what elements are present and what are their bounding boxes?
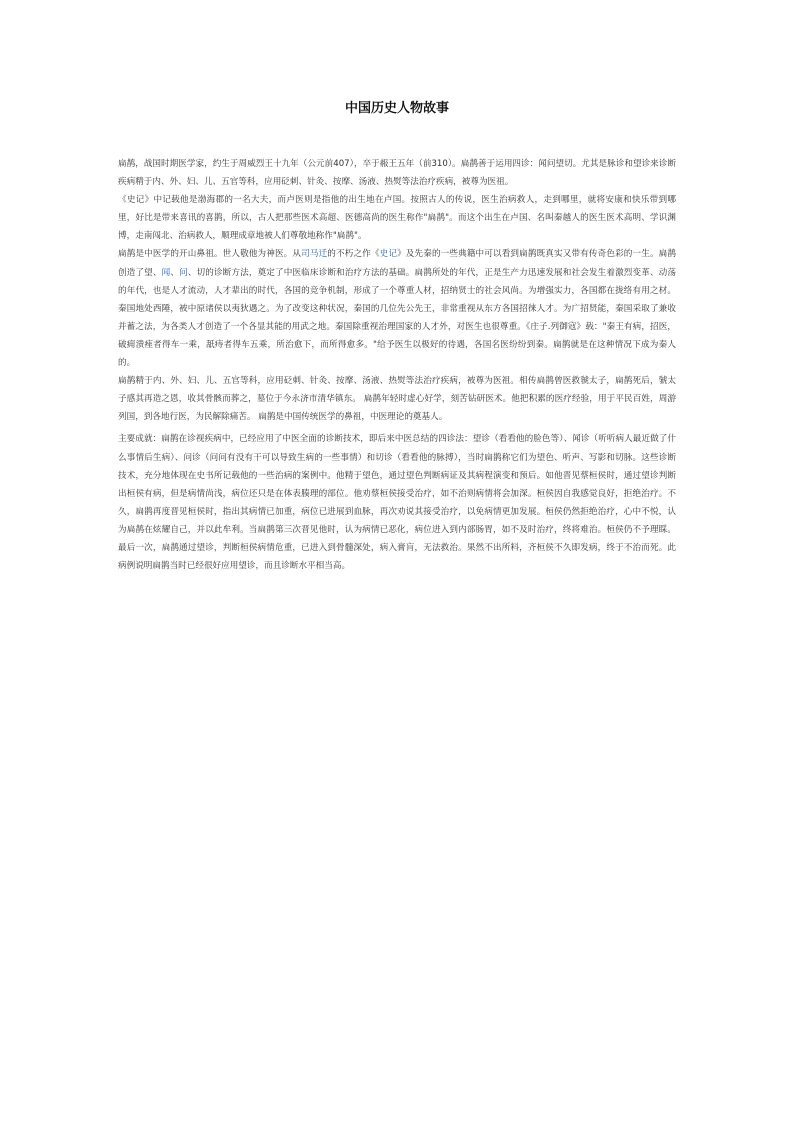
text-segment: 、切的诊断方法，奠定了中医临床诊断和治疗方法的基础。扁鹊所处的年代，正是生产力迅速发展和社会发生着激烈变革、动荡的年代，也是人才流动，人才辈出的时代，各国的竞争机制，形成了一个尊重人材，招纳贤士的社会风尚。为增强实力，各国都在拢络有用之材。秦国地处西陲，被中原诸侯以夷狄遇之。为了改变这种状况，秦国的几位先公先王，非常重视从东方各国招徕人才。为广招贤能，秦国采取了兼收并蓄之法，为各类人才创造了一个各显其能的用武之地。秦国除重视治理国家的人才外，对医生也很尊重。《庄子.列御寇》载："秦王有病，招医，破痈溃痤者得车一乘，舐痔者得车五乘，所治愈下，而所得愈多。"给予医生以极好的待遇，各国名医纷纷到秦。扁鹊就是在这种情况下成为秦人的。	[118, 267, 676, 369]
link-sima-qian[interactable]: 司马迁	[301, 249, 328, 260]
text-segment: 、	[170, 267, 180, 278]
paragraph-specialties: 扁鹊精于内、外、妇、儿、五官等科，应用砭刺、针灸、按摩、汤液、热熨等法治疗疾病，被尊为医祖。相传扁鹊曾医救虢太子，扁鹊死后，虢太子感其再造之恩，收其骨骸而葬之，墓位于今永济市清华镇东。 扁鹊年轻时虚心好学，刻苦钻研医术。他把积累的医疗经验，用于平民百姓，周游列国，到各地行医，为民解除痛苦。 扁鹊是中国传统医学的鼻祖，中医理论的奠基人。	[118, 376, 676, 423]
text-segment: 的不朽之作《	[327, 249, 380, 260]
text-segment: 》及先秦的一些典籍中可以看到扁鹊既真实又带有传奇色彩的一生。扁鹊创造了望、	[118, 249, 676, 278]
paragraph-achievements: 主要成就：扁鹊在诊视疾病中，已经应用了中医全面的诊断技术，即后来中医总结的四诊法：望诊（看看他的脸色等）、闻诊（听听病人最近做了什么事情后生病）、问诊（问问有没有干可以导致生病的一些事情）和切诊（看看他的脉搏），当时扁鹊称它们为望色、听声、写影和切脉。这些诊断技术，充分地体现在史书所记载他的一些治病的案例中。他精于望色，通过望色判断病证及其病程演变和预后。如他晋见蔡桓侯时，通过望诊判断出桓侯有病，但是病情尚浅，病位还只是在体表腠理的部位。他劝蔡桓侯接受治疗，如不治则病情将会加深。桓侯因自我感觉良好，拒绝治疗。不久，扁鹊再度晋见桓侯时，指出其病情已加重，病位已进展到血脉，再次劝说其接受治疗，以免病情更加发展。桓侯仍然拒绝治疗，心中不悦，认为扁鹊在炫耀自己，并以此牟利。当扁鹊第三次晋见他时，认为病情已恶化，病位进入到内部肠胃，如不及时治疗，终将难治。桓侯仍不予理睬。最后一次，扁鹊通过望诊，判断桓侯病情危重，已进入到骨髓深处，病入膏肓，无法救治。果然不出所料，齐桓侯不久即发病，终于不治而死。此病例说明扁鹊当时已经很好应用望诊，而且诊断水平相当高。	[118, 434, 676, 572]
link-shiji[interactable]: 史记	[379, 249, 398, 260]
text-segment: 扁鹊是中医学的开山鼻祖。世人敬他为神医。从	[118, 249, 302, 260]
document-title: 中国历史人物故事	[344, 101, 449, 116]
paragraph-name-origin: 《史记》中记载他是渤海郡的一名大夫，而卢医则是指他的出生地在卢国。按照古人的传说，医生治病救人，走到哪里，就将安康和快乐带到哪里，好比是带来喜讯的喜鹊，所以，古人把那些医术高超、医德高尚的医生称作"扁鹊"。而这个出生在卢国、名叫秦越人的医生医术高明、学识渊博，走南闯北、治病救人，顺理成章地被人们尊敬地称作"扁鹊"。	[118, 195, 676, 242]
article-body	[118, 155, 676, 575]
paragraph-intro: 扁鹊，战国时期医学家，约生于周威烈王十九年（公元前407），卒于赧王五年（前310）。扁鹊善于运用四诊：闻问望切。尤其是脉诊和望诊来诊断疾病精于内、外、妇、儿、五官等科，应用砭刺、针灸、按摩、汤液、热熨等法治疗疾病，被尊为医祖。	[118, 159, 676, 188]
link-wen-inquiry[interactable]: 问	[179, 267, 188, 278]
link-wen[interactable]: 闻	[161, 267, 171, 278]
paragraph-founder	[118, 245, 676, 372]
